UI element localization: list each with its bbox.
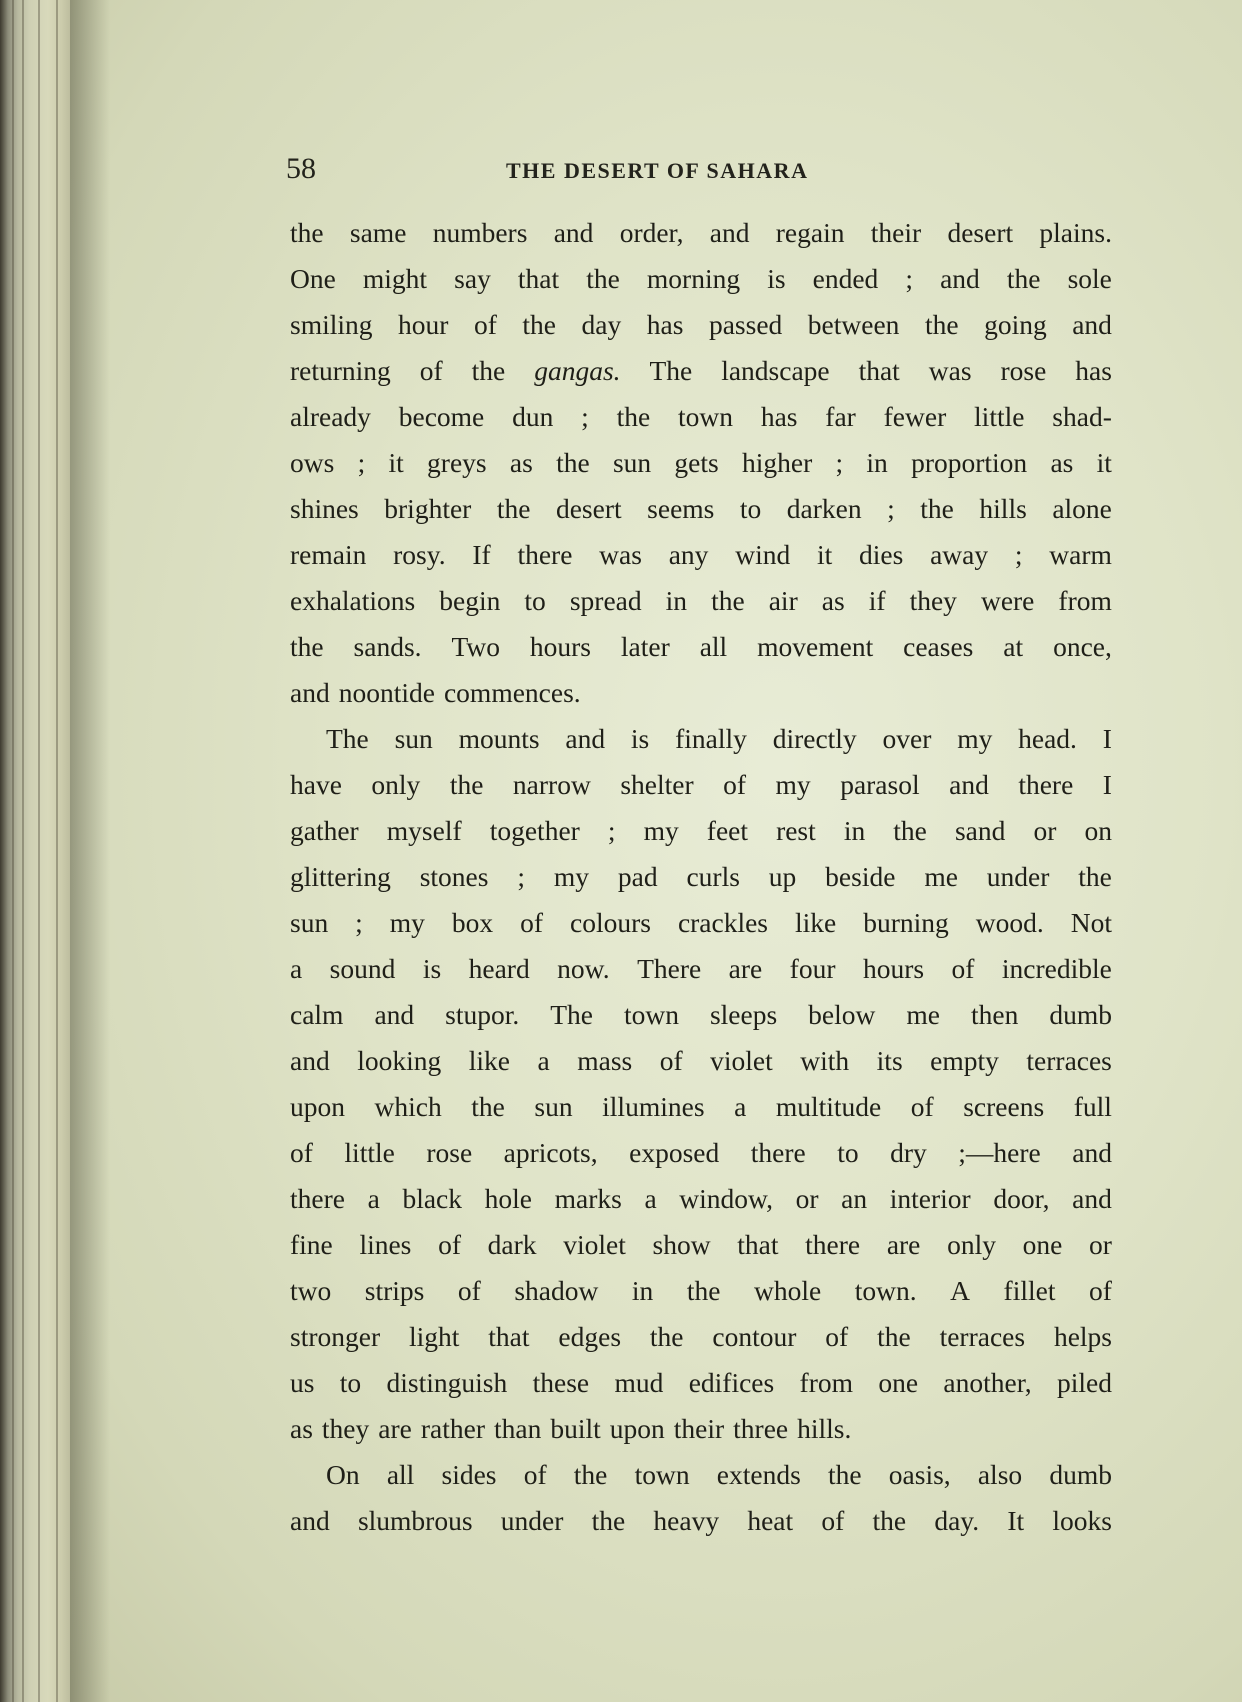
- text-line: and slumbrous under the heavy heat of the day. It looks: [290, 1505, 1112, 1536]
- text-line: the same numbers and order, and regain their desert plains.: [290, 217, 1112, 248]
- text-line: The sun mounts and is finally directly over my head. I: [326, 723, 1112, 754]
- text-line: glittering stones ; my pad curls up beside me under the: [290, 861, 1112, 892]
- text-line: One might say that the morning is ended ; and the sole: [290, 263, 1112, 294]
- text-line: calm and stupor. The town sleeps below me then dumb: [290, 999, 1112, 1030]
- text-line: stronger light that edges the contour of the terraces helps: [290, 1321, 1112, 1352]
- text-line: remain rosy. If there was any wind it dies away ; warm: [290, 539, 1112, 570]
- text-line: and noontide commences.: [290, 677, 581, 708]
- text-line: sun ; my box of colours crackles like burning wood. Not: [290, 907, 1112, 938]
- text-line: fine lines of dark violet show that there are only one or: [290, 1229, 1112, 1260]
- running-head: THE DESERT OF SAHARA: [506, 158, 809, 183]
- paragraph: [290, 1452, 1112, 1544]
- paragraph: [290, 716, 1112, 1452]
- text-line: us to distinguish these mud edifices from one another, piled: [290, 1367, 1112, 1398]
- text-line: gather myself together ; my feet rest in the sand or on: [290, 815, 1112, 846]
- scan-border: [1242, 0, 1248, 1702]
- text-line: as they are rather than built upon their three hills.: [290, 1413, 852, 1444]
- page-header: [286, 152, 1112, 188]
- text-line: the sands. Two hours later all movement ceases at once,: [290, 631, 1112, 662]
- page-number: 58: [286, 152, 316, 185]
- text-line: a sound is heard now. There are four hours of incredible: [290, 953, 1112, 984]
- text-line: smiling hour of the day has passed between the going and: [290, 309, 1112, 340]
- text-line: exhalations begin to spread in the air as if they were from: [290, 585, 1112, 616]
- text-line: have only the narrow shelter of my parasol and there I: [290, 769, 1112, 800]
- text-line: ows ; it greys as the sun gets higher ; in proportion as it: [290, 447, 1112, 478]
- text-line: already become dun ; the town has far fewer little shad-: [290, 401, 1112, 432]
- text-line: shines brighter the desert seems to darken ; the hills alone: [290, 493, 1112, 524]
- text-line: upon which the sun illumines a multitude of screens full: [290, 1091, 1112, 1122]
- text-line: there a black hole marks a window, or an interior door, and: [290, 1183, 1112, 1214]
- text-line: On all sides of the town extends the oasis, also dumb: [326, 1459, 1112, 1490]
- body-text: [290, 210, 1112, 1544]
- paragraph: [290, 210, 1112, 716]
- text-line: two strips of shadow in the whole town. A fillet of: [290, 1275, 1112, 1306]
- text-line: and looking like a mass of violet with its empty terraces: [290, 1045, 1112, 1076]
- text-line: of little rose apricots, exposed there to dry ;—here and: [290, 1137, 1112, 1168]
- gutter-shadow: [70, 0, 110, 1702]
- text-line: returning of the gangas. The landscape that was rose has: [290, 355, 1112, 386]
